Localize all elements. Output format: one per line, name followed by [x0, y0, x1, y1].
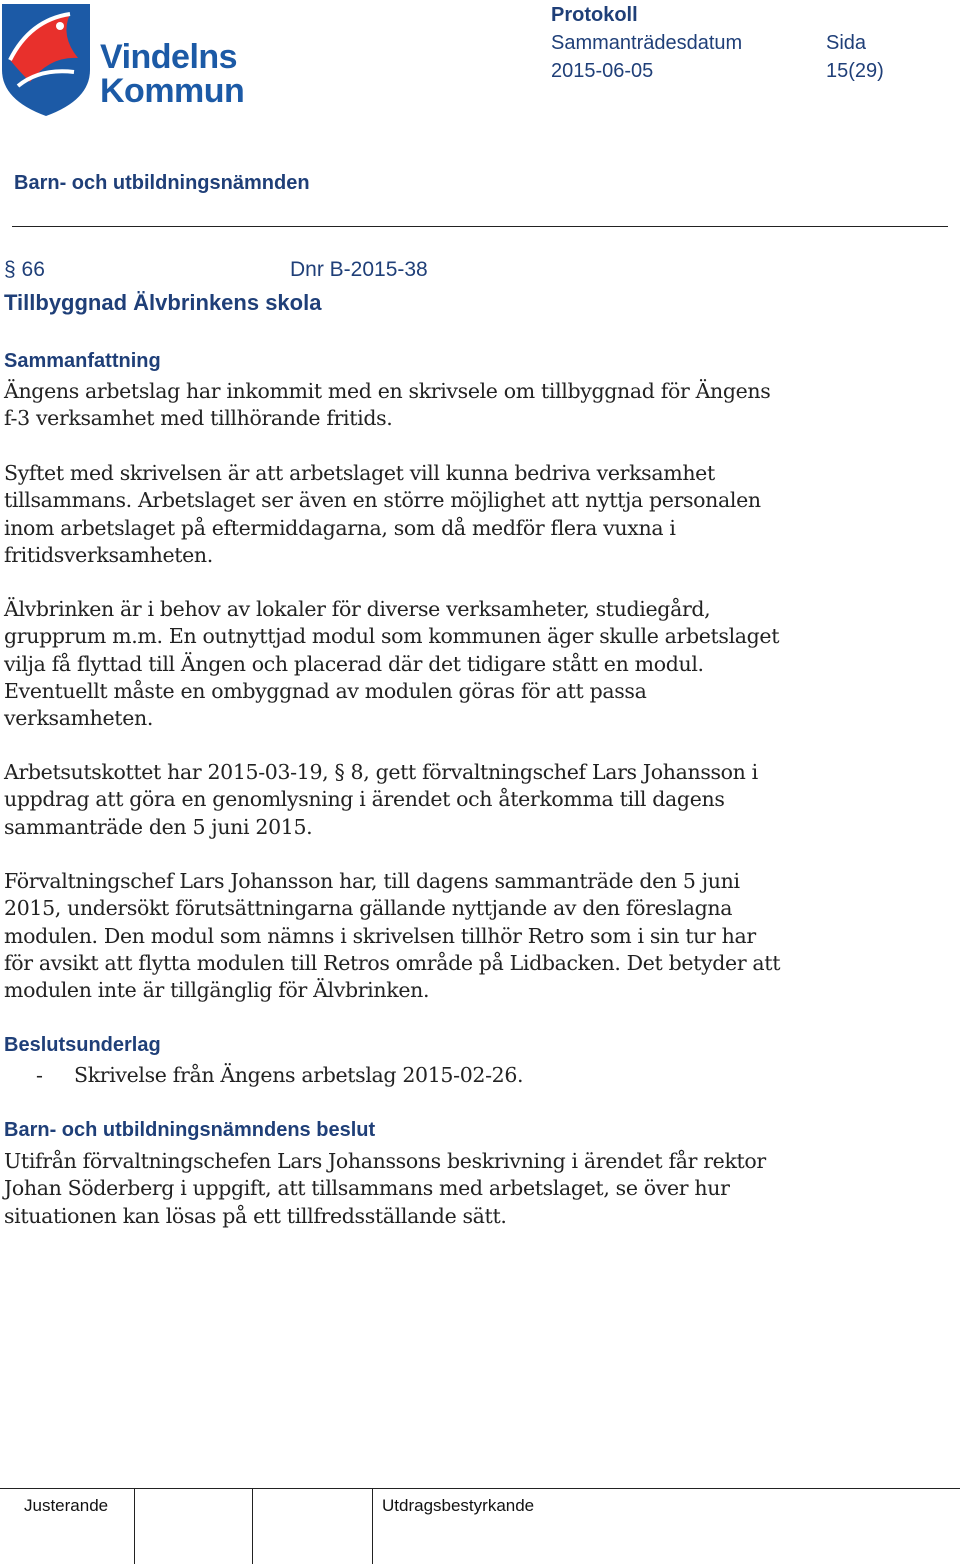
case-number: Dnr B-2015-38	[290, 258, 428, 281]
text-line: Ängens arbetslag har inkommit med en skrivsele om tillbyggnad för Ängens	[4, 379, 771, 403]
meeting-date-value: 2015-06-05	[551, 60, 654, 82]
logo-text-kommun: Kommun	[100, 72, 245, 110]
decision-paragraph	[4, 1148, 944, 1230]
summary-paragraph-2	[4, 460, 944, 569]
text-line: 2015, undersökt förutsättningarna gällande nyttjande av den föreslagna	[4, 896, 733, 921]
footer-divider	[252, 1488, 253, 1564]
text-line: modulen. Den modul som nämns i skrivelsen tillhör Retro som i sin tur har	[4, 923, 756, 948]
summary-heading: Sammanfattning	[4, 350, 161, 372]
text-line: inom arbetslaget på eftermiddagarna, som då medför flera vuxna i	[4, 515, 676, 540]
text-line: verksamheten.	[4, 706, 153, 731]
summary-paragraph-4	[4, 759, 944, 841]
text-line: f-3 verksamhet med tillhörande fritids.	[4, 406, 393, 431]
fish-emblem-icon	[0, 0, 100, 118]
text-line: Älvbrinken är i behov av lokaler för diverse verksamheter, studiegård,	[4, 597, 711, 621]
decision-heading: Barn- och utbildningsnämndens beslut	[4, 1119, 376, 1141]
summary-paragraph-3	[4, 596, 944, 732]
extract-certifier-label: Utdragsbestyrkande	[382, 1496, 535, 1515]
footer-divider	[372, 1488, 373, 1564]
text-line: Syftet med skrivelsen är att arbetslaget vill kunna bedriva verksamhet	[4, 461, 715, 485]
text-line: grupprum m.m. En outnyttjad modul som kommunen äger skulle arbetslaget	[4, 624, 780, 649]
basis-list-item: Skrivelse från Ängens arbetslag 2015-02-26.	[74, 1063, 524, 1087]
paragraph-number: § 66	[4, 258, 45, 281]
text-line: uppdrag att göra en genomlysning i ärendet och återkomma till dagens	[4, 787, 725, 812]
header-divider	[12, 226, 948, 227]
text-line: situationen kan lösas på ett tillfredsställande sätt.	[4, 1203, 507, 1228]
committee-name: Barn- och utbildningsnämnden	[14, 172, 310, 194]
footer-divider	[134, 1488, 135, 1564]
list-bullet: -	[36, 1063, 43, 1087]
municipality-logo	[0, 0, 250, 118]
footer-top-rule	[0, 1488, 960, 1489]
text-line: vilja få flyttad till Ängen och placerad där det tidigare stått en modul.	[4, 651, 704, 676]
text-line: fritidsverksamheten.	[4, 542, 213, 567]
signature-footer	[0, 1488, 960, 1564]
meeting-date-label: Sammanträdesdatum	[551, 32, 743, 54]
page-label: Sida	[826, 32, 867, 54]
page-number-value: 15(29)	[826, 60, 884, 82]
summary-paragraph-1	[4, 378, 944, 433]
document-type-title: Protokoll	[551, 4, 638, 26]
text-line: modulen inte är tillgänglig för Älvbrinken.	[4, 978, 430, 1003]
text-line: Arbetsutskottet har 2015-03-19, § 8, gett förvaltningschef Lars Johansson i	[4, 760, 758, 784]
adjuster-label: Justerande	[24, 1496, 109, 1515]
paragraph-subject: Tillbyggnad Älvbrinkens skola	[4, 290, 322, 315]
text-line: tillsammans. Arbetslaget ser även en större möjlighet att nyttja personalen	[4, 488, 761, 513]
summary-paragraph-5	[4, 868, 944, 1004]
text-line: Eventuellt måste en ombyggnad av modulen göras för att passa	[4, 678, 647, 703]
text-line: Utifrån förvaltningschefen Lars Johanssons beskrivning i ärendet får rektor	[4, 1149, 766, 1173]
text-line: för avsikt att flytta modulen till Retros område på Lidbacken. Det betyder att	[4, 950, 781, 975]
logo-text-vindelns: Vindelns	[100, 38, 238, 76]
text-line: Förvaltningschef Lars Johansson har, till dagens sammanträde den 5 juni	[4, 869, 740, 893]
text-line: Johan Söderberg i uppgift, att tillsammans med arbetslaget, se över hur	[4, 1176, 730, 1201]
text-line: sammanträde den 5 juni 2015.	[4, 814, 313, 839]
basis-heading: Beslutsunderlag	[4, 1034, 161, 1056]
